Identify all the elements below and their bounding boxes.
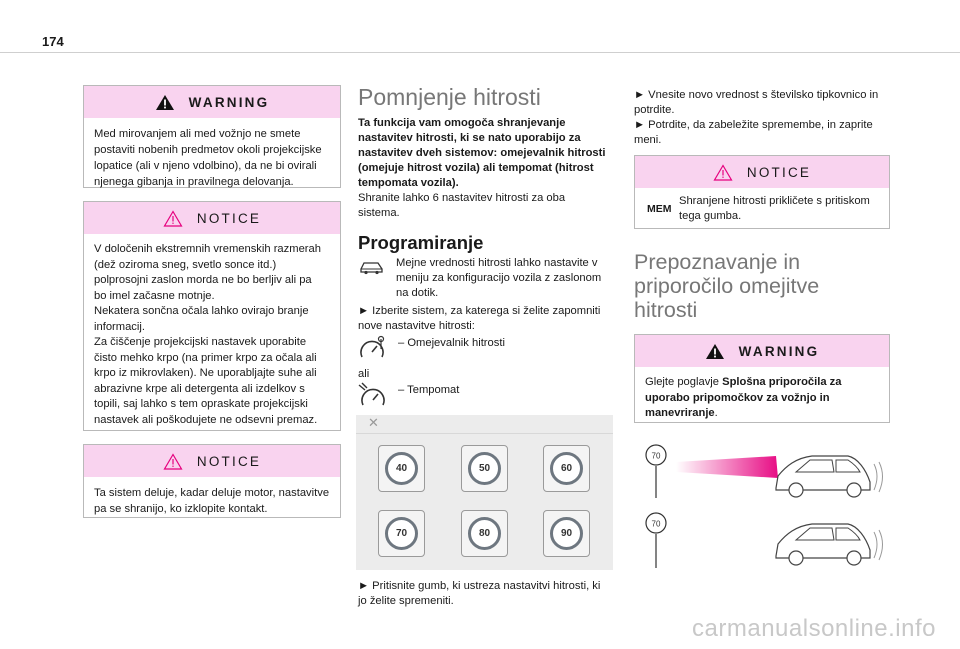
- warning-box-2: [634, 334, 890, 423]
- speed-sign-value: 70: [651, 451, 661, 461]
- notice-title: NOTICE: [746, 164, 812, 180]
- warning-text-post: .: [714, 407, 718, 419]
- cruise-control-icon: [358, 382, 388, 410]
- speed-sign-icon: 80: [468, 517, 501, 550]
- or-text: ali: [358, 368, 370, 380]
- watermark: carmanualsonline.info: [692, 615, 936, 642]
- warning-header: [635, 335, 889, 367]
- notice-text: Ta sistem deluje, kadar deluje motor, nastavitve pa se shranijo, ko izklopite kontakt.: [94, 487, 330, 515]
- notice-line: V določenih ekstremnih vremenskih razmerah: [94, 243, 321, 255]
- notice-text: [84, 234, 340, 436]
- intro-text: Shranite lahko 6 nastavitev hitrosti za oba sistema.: [358, 192, 566, 219]
- speed-sign-recognition-illustration: [636, 440, 888, 500]
- warning-title: WARNING: [188, 94, 270, 110]
- step-confirm: ► Potrdite, da zabeležite spremembe, in zaprite meni.: [634, 119, 873, 146]
- notice-line: informacij.: [94, 320, 145, 333]
- option-cruise-control: – Tempomat: [398, 384, 460, 396]
- notice-line: krpo iz mikrovlaken). Ne uporabljajte suhe ali: [94, 367, 317, 379]
- close-icon[interactable]: ✕: [368, 415, 379, 430]
- notice-triangle-icon: [163, 453, 183, 470]
- speed-memory-screen: [356, 415, 613, 570]
- intro-block: [358, 116, 608, 221]
- warning-text-pre: Glejte poglavje: [645, 376, 723, 388]
- notice-line: nastavek ali poškodujete ne odsevni premaz.: [94, 413, 318, 426]
- step-enter-value: ► Vnesite novo vrednost s številsko tipkovnico in potrdite.: [634, 89, 879, 116]
- speed-sign-recognition-illustration-2: [636, 508, 888, 570]
- notice-title: NOTICE: [196, 210, 262, 226]
- speed-sign-value: 70: [651, 519, 661, 529]
- speed-limiter-icon: [358, 335, 388, 363]
- notice-box-3: [634, 155, 890, 229]
- option-speed-limiter: – Omejevalnik hitrosti: [398, 337, 505, 349]
- screen-topbar: [356, 415, 613, 434]
- title-line: priporočilo omejitve: [634, 274, 820, 298]
- page-number: 174: [42, 34, 64, 49]
- subsection-title: Programiranje: [358, 232, 484, 253]
- section-title-2: [634, 250, 819, 322]
- notice-line: čisto mehko krpo (na primer krpo za očala ali: [94, 351, 317, 364]
- warning-triangle-icon: [705, 343, 725, 360]
- speed-memory-button[interactable]: [378, 510, 425, 557]
- speed-sign-icon: 60: [550, 452, 583, 485]
- speed-memory-button[interactable]: [543, 445, 590, 492]
- header-rule: [0, 52, 960, 53]
- notice-line: bo imel začasne motnje.: [94, 289, 215, 302]
- speed-sign-icon: 50: [468, 452, 501, 485]
- notice-header: [84, 202, 340, 234]
- warning-header: [84, 86, 340, 118]
- warning-triangle-icon: [155, 94, 175, 111]
- intro-bold-text: Ta funkcija vam omogoča shranjevanje nastavitev hitrosti, ki se nato uporabijo za nastavitev dveh sistemov: omejevalnik hitrosti (omejuje hitrost vozila) ali tempomat (hitrost tempomata vozila).: [358, 117, 606, 189]
- camera-beam: [676, 456, 778, 478]
- notice-header: [635, 156, 889, 188]
- speed-sign-icon: 40: [385, 452, 418, 485]
- notice-text: Shranjene hitrosti prikličete s pritiskom tega gumba.: [679, 195, 870, 222]
- speed-memory-button[interactable]: [461, 445, 508, 492]
- speed-sign-icon: 70: [385, 517, 418, 550]
- step-press-button: ► Pritisnite gumb, ki ustreza nastavitvi hitrosti, ki jo želite spremeniti.: [358, 580, 601, 607]
- notice-line: topili, saj lahko s tem opraskate projekcijski: [94, 398, 308, 410]
- notice-line: abrazivne krpe ali detergenta ali izdelkov s: [94, 382, 305, 395]
- title-line: Prepoznavanje in: [634, 250, 801, 274]
- notice-line: polprosojni zaslon morda ne bo berljiv ali pa: [94, 274, 312, 286]
- speed-memory-button[interactable]: [461, 510, 508, 557]
- section-title: Pomnjenje hitrosti: [358, 84, 541, 110]
- menu-text: Mejne vrednosti hitrosti lahko nastavite v meniju za konfiguracijo vozila z zaslonom na dotik.: [396, 257, 602, 299]
- notice-box-2: [83, 444, 341, 518]
- speed-memory-button[interactable]: [378, 445, 425, 492]
- warning-title: WARNING: [738, 343, 820, 359]
- notice-triangle-icon: [713, 164, 733, 181]
- warning-text-bold: Splošna priporočila za uporabo pripomočkov za vožnjo in manevriranje: [645, 376, 842, 419]
- notice-header: [84, 445, 340, 477]
- warning-text: Med mirovanjem ali med vožnjo ne smete postaviti nobenih predmetov okoli projekcijske lopatice (ali v njeno vdolbino), da ne bi ovirali njenega gibanja in pravilnega delovanja.: [94, 128, 322, 188]
- speed-sign-icon: 90: [550, 517, 583, 550]
- notice-box-1: [83, 201, 341, 431]
- notice-triangle-icon: [163, 210, 183, 227]
- notice-line: Za čiščenje projekcijski nastavek uporabite: [94, 336, 307, 348]
- notice-title: NOTICE: [196, 453, 262, 469]
- car-settings-icon: [358, 259, 386, 275]
- notice-line: (dež oziroma sneg, svetlo sonce itd.): [94, 258, 277, 271]
- warning-text: [635, 367, 889, 430]
- notice-line: Nekatera sončna očala lahko ovirajo branje: [94, 305, 309, 317]
- mem-button-icon: MEM: [647, 203, 672, 215]
- title-line: hitrosti: [634, 298, 698, 322]
- step-select-system: ► Izberite sistem, za katerega si želite zapomniti nove nastavitve hitrosti:: [358, 305, 601, 332]
- warning-box: [83, 85, 341, 188]
- speed-memory-button[interactable]: [543, 510, 590, 557]
